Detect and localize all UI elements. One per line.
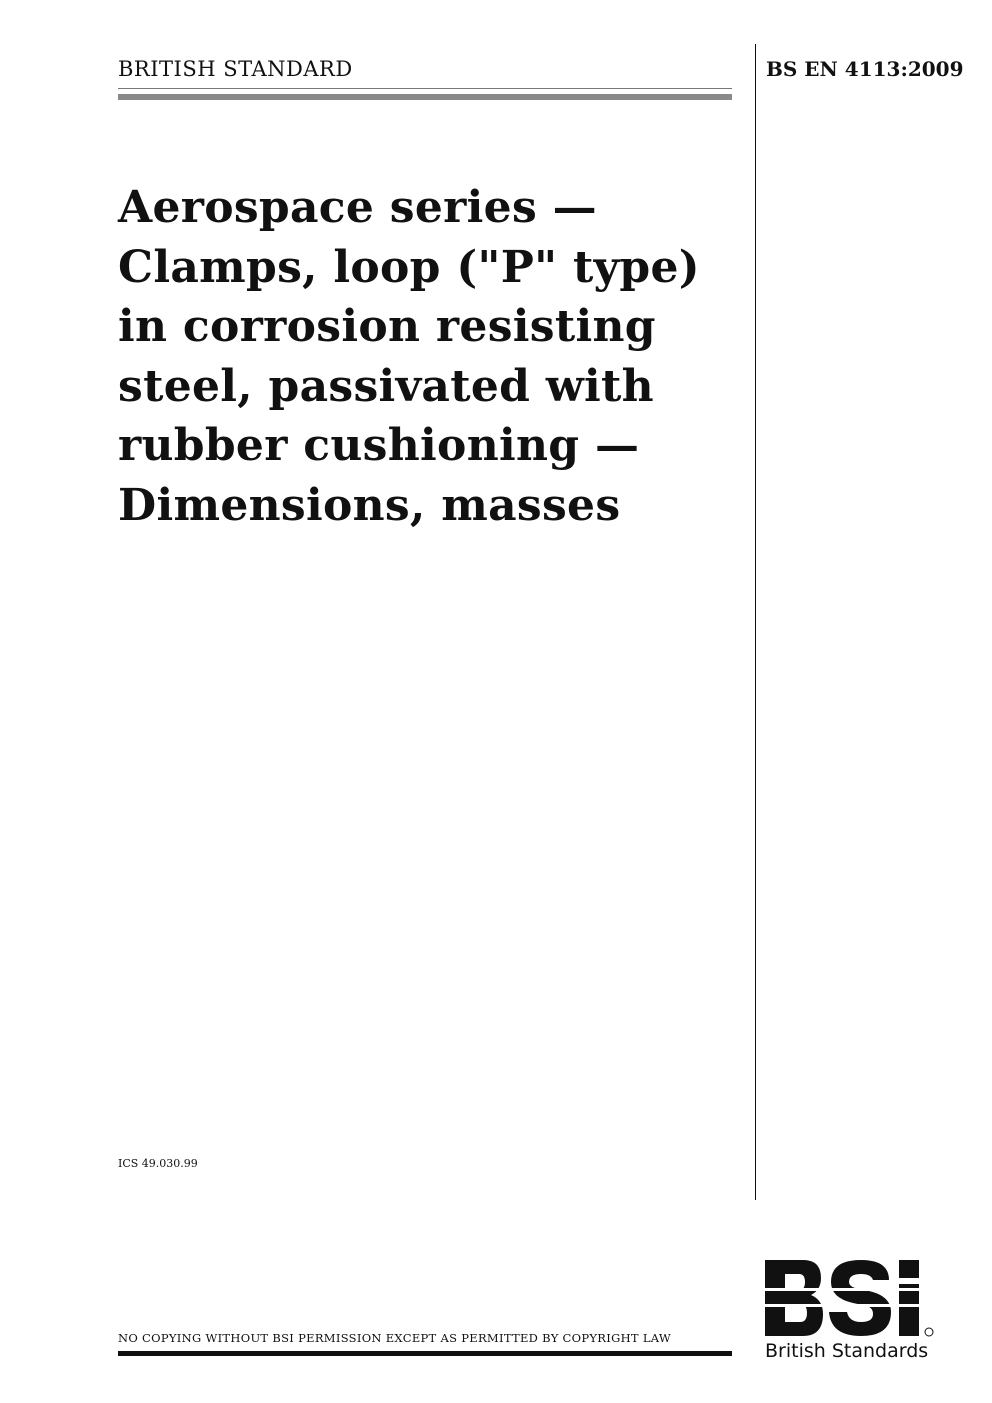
doc-number: BS EN 4113:2009 (766, 57, 964, 81)
document-title (118, 178, 743, 535)
title-line: Clamps, loop ("P" type) (118, 241, 700, 293)
bsi-logo-mark (763, 1258, 935, 1338)
title-line: rubber cushioning — (118, 420, 640, 471)
footer-rule (118, 1351, 732, 1356)
logo-caption: British Standards (765, 1340, 929, 1362)
header-rule-thick (118, 94, 732, 100)
title-line: steel, passivated with (118, 360, 654, 412)
copyright-notice: NO COPYING WITHOUT BSI PERMISSION EXCEPT AS PERMITTED BY COPYRIGHT LAW (118, 1331, 672, 1345)
title-line: in corrosion resisting (118, 301, 656, 352)
header-label: BRITISH STANDARD (118, 57, 353, 81)
title-line: Dimensions, masses (118, 479, 621, 531)
title-line: Aerospace series — (118, 182, 597, 233)
vertical-divider (755, 44, 756, 1200)
header-rule-thin (118, 88, 732, 89)
ics-code: ICS 49.030.99 (118, 1157, 198, 1170)
